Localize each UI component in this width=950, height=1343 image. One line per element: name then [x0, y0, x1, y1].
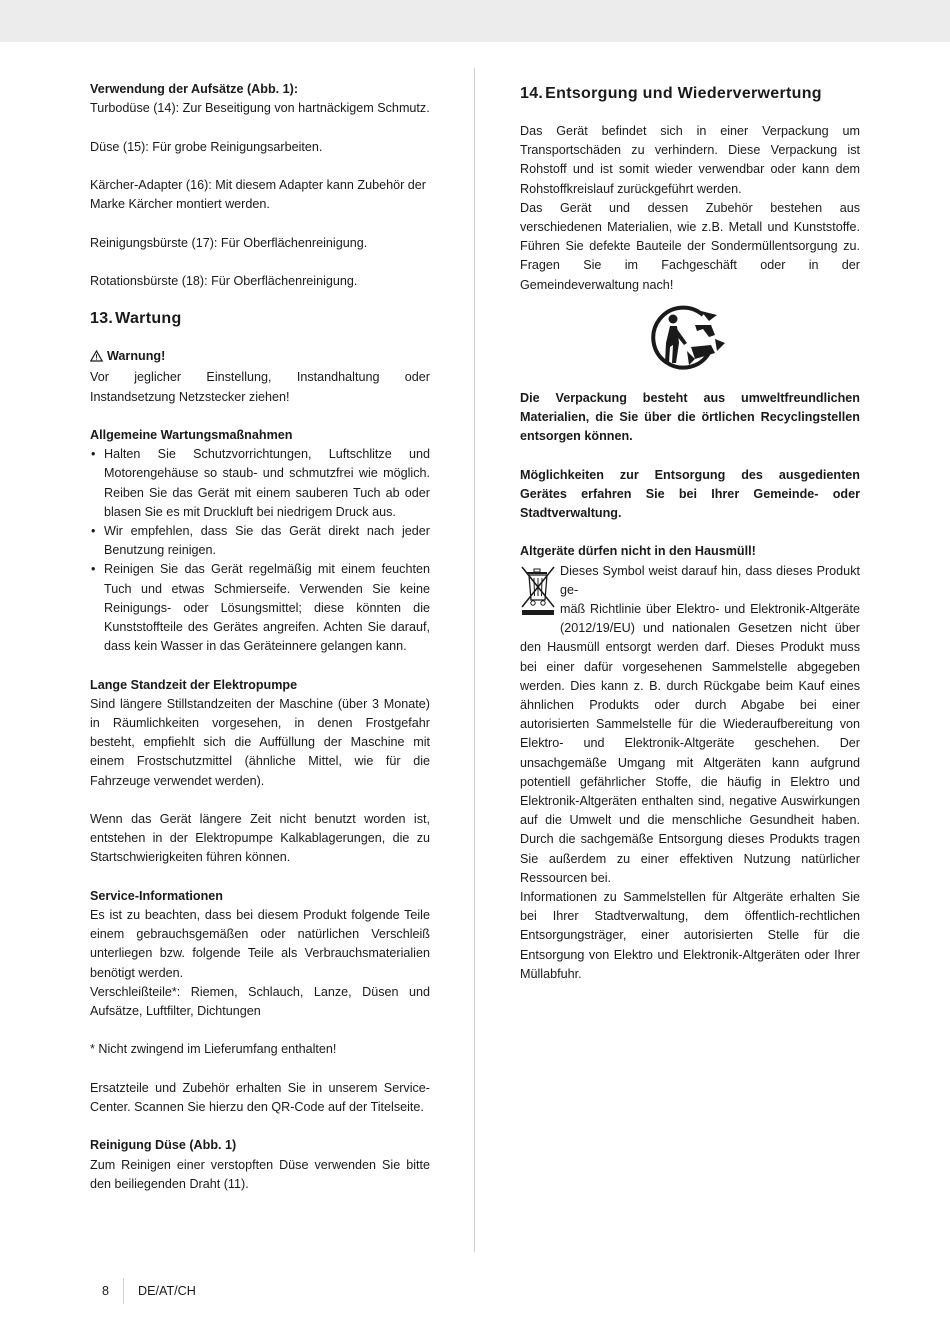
disposal-intro: Das Gerät befindet sich in einer Verpackung um Transportschäden zu verhindern. Diese Verpackung ist Rohstoff und ist somit wieder verwendbar oder kann dem Rohstoffkreislauf zurückgeführt werden.	[520, 124, 860, 196]
weee-block	[520, 562, 860, 984]
warning-triangle-icon	[90, 349, 103, 368]
section-13-number: 13.	[90, 310, 114, 328]
list-item: • Halten Sie Schutzvorrichtungen, Luftschlitze und Motorengehäuse so staub- und schmutzfrei wie möglich. Reiben Sie das Gerät mit einem sauberen Tuch ab oder blasen Sie es mit Druckluft bei niedrigem Druck aus.	[90, 445, 430, 522]
service-spare: Ersatzteile und Zubehör erhalten Sie in unserem Service-Center. Scannen Sie hierzu den QR-Code auf der Titelseite.	[90, 1080, 430, 1114]
section-14-title: Entsorgung und Wiederverwertung	[545, 85, 822, 102]
packaging-note: Die Verpackung besteht aus umweltfreundlichen Materialien, die Sie über die örtlichen Recyclingstellen entsorgen können.	[520, 390, 860, 444]
service-parts: Verschleißteile*: Riemen, Schlauch, Lanze, Düsen und Aufsätze, Luftfilter, Dichtungen	[90, 984, 430, 1019]
service-heading: Service-Informationen	[90, 888, 223, 903]
section-13-heading	[90, 307, 430, 331]
recycling-symbol	[520, 303, 860, 373]
recycling-icon	[651, 303, 729, 373]
footer-language: DE/AT/CH	[138, 1284, 196, 1298]
maintenance-list	[90, 445, 430, 656]
general-maintenance-heading: Allgemeine Wartungsmaßnahmen	[90, 427, 293, 442]
weee-text: den Hausmüll entsorgt werden darf. Dieses Produkt muss bei einer dafür vorgesehenen Sammelstelle abgegeben werden. Dies kann z. B. durch Rückgabe beim Kauf eines ähnlichen Produkts oder durch Abgabe bei einer autorisierten Sammelstelle für die Wiederaufbereitung von Elektro- und Elektronik-Altgeräte geschehen. Der unsachgemäße Umgang mit Altgeräten kann aufgrund potentiell gefährlicher Stoffe, die häufig in Elektro und Elektronik-Altgeräten enthalten sind, negative Auswirkungen auf die Umwelt und die menschliche Gesundheit haben. Durch die sachgemäße Entsorgung dieses Produkts tragen Sie außerdem zu einer effektiven Nutzung natürlicher Ressourcen bei.	[520, 640, 860, 885]
pump-text-2: Wenn das Gerät längere Zeit nicht benutzt worden ist, entstehen in der Elektropumpe Kalkablagerungen, die zu Startschwierigkeiten führen können.	[90, 812, 430, 865]
top-bar	[0, 0, 950, 42]
attachment-nozzle: Düse (15): Für grobe Reinigungsarbeiten.	[90, 139, 323, 154]
weee-line-3: (2012/19/EU) und nationalen Gesetzen nicht über	[560, 621, 860, 636]
warning-label: Warnung!	[107, 349, 166, 364]
household-waste-heading: Altgeräte dürfen nicht in den Hausmüll!	[520, 544, 756, 559]
section-14-heading	[520, 82, 860, 106]
attachment-brush: Reinigungsbürste (17): Für Oberflächenreinigung.	[90, 235, 368, 250]
warning-heading	[90, 347, 430, 368]
attachment-rotary-brush: Rotationsbürste (18): Für Oberflächenreinigung.	[90, 273, 358, 288]
section-14-number: 14.	[520, 85, 544, 102]
service-text: Es ist zu beachten, dass bei diesem Produkt folgende Teile einem gebrauchsgemäßen oder natürlichen Verschleiß unterliegen bzw. folgende Teile als Verbrauchsmaterialien benötigt werden.	[90, 908, 430, 980]
list-item: • Reinigen Sie das Gerät regelmäßig mit einem feuchten Tuch und etwas Schmierseife. Verwenden Sie keine Reinigungs- oder Lösungsmittel; diese könnten die Kunststoffteile des Gerätes angreifen. Achten Sie darauf, dass kein Wasser in das Geräteinnere gelangen kann.	[90, 560, 430, 656]
right-column	[520, 80, 860, 984]
left-column	[90, 80, 430, 1194]
attachment-kaercher-b: Marke Kärcher montiert werden.	[90, 197, 270, 212]
attachment-kaercher-a: Kärcher-Adapter (16): Mit diesem Adapter kann Zubehör der	[90, 177, 427, 192]
footer-separator	[123, 1278, 124, 1304]
weee-bar	[522, 610, 554, 615]
nozzle-text: Zum Reinigen einer verstopften Düse verwenden Sie bitte den beiliegenden Draht (11).	[90, 1157, 430, 1191]
attachments-heading: Verwendung der Aufsätze (Abb. 1):	[90, 82, 299, 96]
service-note: * Nicht zwingend im Lieferumfang enthalten!	[90, 1042, 337, 1057]
weee-line-1: Dieses Symbol weist darauf hin, dass dieses Produkt ge-	[560, 563, 860, 597]
list-item: • Wir empfehlen, dass Sie das Gerät direkt nach jeder Benutzung reinigen.	[90, 522, 430, 560]
disposal-intro-2: Das Gerät und dessen Zubehör bestehen aus verschiedenen Materialien, wie z.B. Metall und Kunststoffe. Führen Sie defekte Bauteile der Sondermüllentsorgung zu. Fragen Sie im Fachgeschäft oder in der Gemeindeverwaltung nach!	[520, 200, 860, 292]
pump-text: Sind längere Stillstandzeiten der Maschine (über 3 Monate) in Räumlichkeiten vorgesehen, in denen Frostgefahr besteht, empfiehlt sich die Auffüllung der Maschine mit einem Frostschutzmittel (ähnliche Mittel, wie für die Fahrzeuge verwendet werden).	[90, 696, 430, 788]
weee-info: Informationen zu Sammelstellen für Altgeräte erhalten Sie bei Ihrer Stadtverwaltung, dem öffentlich-rechtlichen Entsorgungsträger, einer autorisierten Stelle für die Entsorgung von Elektro und Elektronik-Altgeräten oder Ihrer Müllabfuhr.	[520, 890, 860, 981]
weee-line-2: mäß Richtlinie über Elektro- und Elektronik-Altgeräte	[560, 602, 860, 617]
page-number: 8	[102, 1284, 110, 1298]
section-13-title: Wartung	[115, 310, 182, 328]
disposal-options: Möglichkeiten zur Entsorgung des ausgedienten Gerätes erfahren Sie bei Ihrer Gemeinde- oder Stadtverwaltung.	[520, 467, 860, 521]
crossed-bin-icon	[520, 564, 556, 610]
warning-text: Vor jeglicher Einstellung, Instandhaltung oder Instandsetzung Netzstecker ziehen!	[90, 370, 430, 404]
attachment-turbo: Turbodüse (14): Zur Beseitigung von hartnäckigem Schmutz.	[90, 101, 430, 116]
pump-heading: Lange Standzeit der Elektropumpe	[90, 677, 298, 692]
column-divider	[474, 68, 475, 1252]
nozzle-heading: Reinigung Düse (Abb. 1)	[90, 1138, 237, 1153]
